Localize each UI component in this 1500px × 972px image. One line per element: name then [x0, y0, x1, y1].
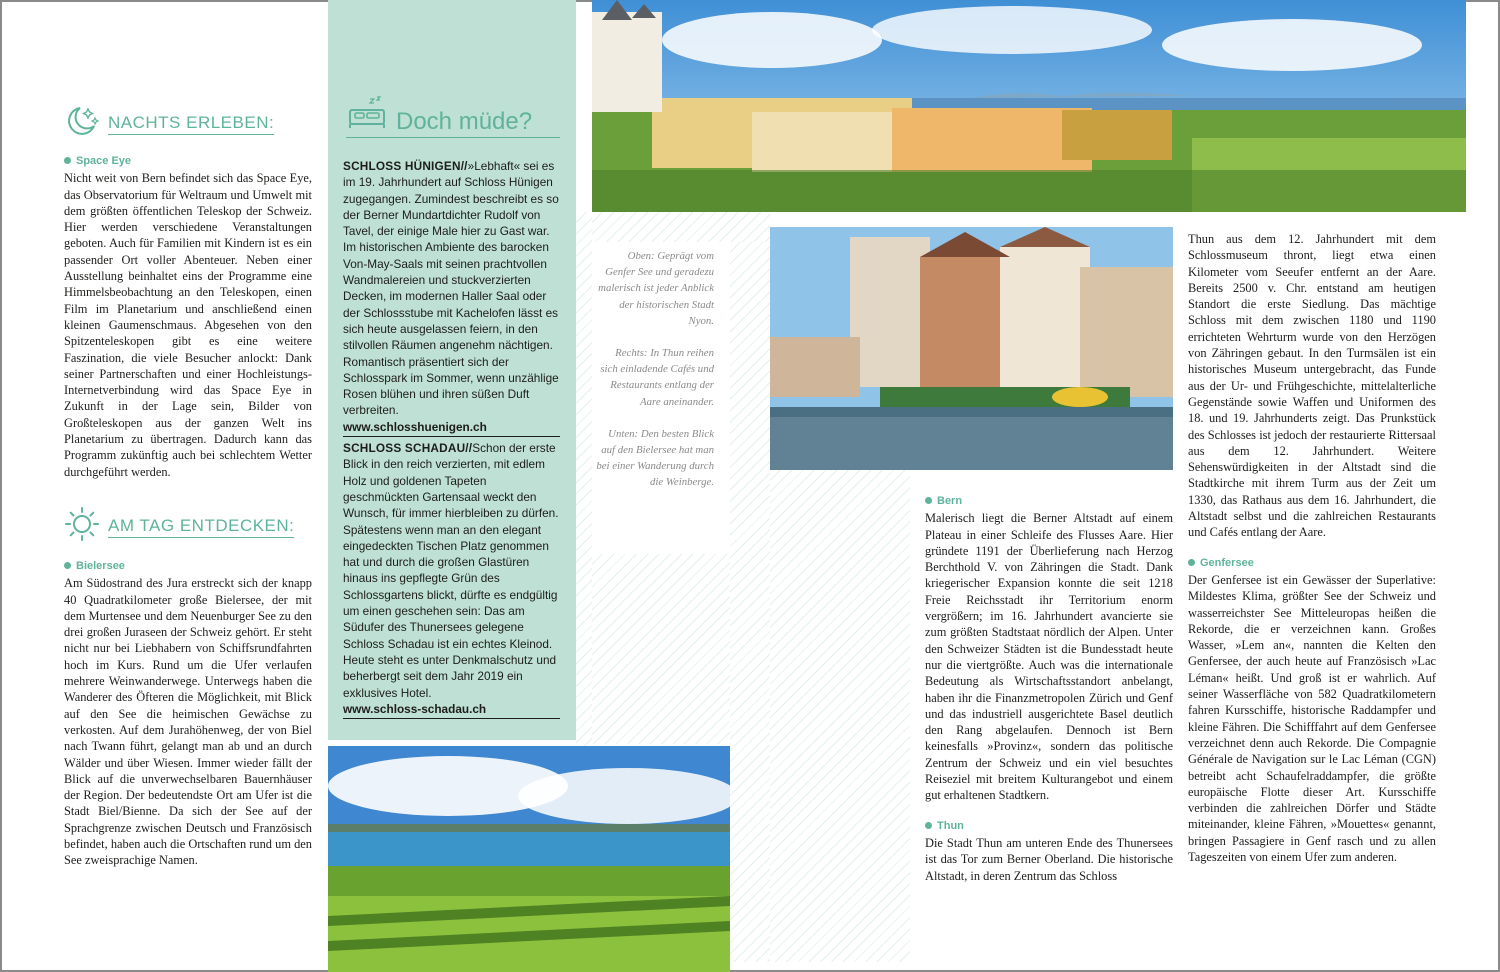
thun-text-continued: Thun aus dem 12. Jahrhundert mit dem Schlossmuseum thront, liegt etwa einen Kilometer vom Seeufer entfernt an der Aare. Bereits 2500 v. Chr. entstand am heutigen Standort die erste Siedlung. Das mächtige Schloss mit dem zwischen 1180 und 1190 errichteten Wehrturm wurde von den Herzögen von Zähringen gebaut. In den Turmsälen ist ein historisches Museum untergebracht, das Funde aus der Ur- und Frühgeschichte, mittelalterliche Gegenstände sowie Waffen und Uniformen des 18. und 19. Jahrhunderts zeigt. Das Prunkstück des Schlosses ist jedoch der restaurierte Rittersaal aus dem 12. Jahrhundert. Weitere Sehenswürdigkeiten in der Altstadt sind die Stadtkirche mit ihrem Turm aus der Zeit um 1330, das Rathaus aus dem 16. Jahrhundert, die Altstadt selbst und die zahlreichen Restaurants und Cafés entlang der Aare.: [1188, 232, 1436, 540]
caption-unten: Unten: Den besten Blick auf den Bielersee hat man bei einer Wanderung durch die Weinberge.: [596, 427, 714, 489]
hatch-panel-mid: [730, 242, 770, 962]
bullet-dot-icon: [64, 157, 71, 164]
image-captions: [596, 242, 722, 554]
subhead-bern: Bern: [925, 493, 1173, 509]
bed-icon: [346, 96, 388, 135]
column-tag: [64, 556, 312, 869]
bullet-dot-icon: [925, 822, 932, 829]
bielersee-vineyard-image: [328, 746, 730, 972]
schadau-label: SCHLOSS SCHADAU//: [343, 441, 473, 456]
caption-rechts: Rechts: In Thun reihen sich einladende Cafés und Restaurants entlang der Aare aneinander.: [600, 347, 714, 408]
caption-oben: Oben: Geprägt vom Genfer See und geradezu malerisch ist jeder Anblick der historischen Stadt Nyon.: [598, 250, 714, 327]
hatch-panel-top: [592, 212, 770, 242]
schadau-url-link[interactable]: www.schloss-schadau.ch: [343, 701, 560, 719]
thun-text: Die Stadt Thun am unteren Ende des Thunersees ist das Tor zum Berner Oberland. Die historische Altstadt, in deren Zentrum das Schloss: [925, 835, 1173, 883]
hatch-panel-left: [576, 212, 592, 758]
column-bern: [925, 491, 1173, 884]
hatch-panel-caption-base: [592, 554, 730, 744]
space-eye-text: Nicht weit von Bern befindet sich das Space Eye, das Observatorium für Weltraum und Umwelt mit dem größten öffentlichen Teleskop der Schweiz. Hier werden verschiedene Veranstaltungen geboten. Auch für Familien mit Kindern ist es ein passender Ort voller Abenteuer. Neben einer Ausstellung beinhaltet eins der Programme eine Himmelsbeobachtung an den Teleskopen, einen Film im Planetarium und anschließend einen kleinen Gaumenschmaus. Abgesehen von den Spitzenteleskopen gibt es eine weitere Faszination, die viele Besucher anlockt: Dank seiner Partnerschaften und einer Hochleistungs-Internetverbindung wird das Space Eye in Zukunft in der Lage sein, Bilder von Großteleskopen aus der ganzen Welt ins Planetarium zu übertragen. Dadurch kann das Programm zukünftig auch bei schlechtem Wetter durchgeführt werden.: [64, 171, 312, 479]
genfersee-text: Der Genfersee ist ein Gewässer der Superlative: Mildestes Klima, größter See der Schweiz und wasserreichster See Mitteleuropas heißen die Rekorde, die er verzeichnen kann. Großes Wasser, »Lem an«, nannten die Kelten den Genfersee, der auch heute auf Französisch »Lac Léman« heißt. Und groß ist er wahrlich. Auf seiner Wasserfläche von 582 Quadratkilometern fahren Kursschiffe, historische Raddampfer und kleine Fähren. Die Schifffahrt auf dem Genfersee verzeichnet denn auch Rekorde. Die Compagnie Générale de Navigation sur le Lac Léman (CGN) betreibt acht Schaufelraddampfer, die größte europäische Flotte dieser Art. Kursschiffe verbinden die zahlreichen Dörfer und Städte miteinander, kleine Fähren, »Mouettes« genannt, bringen Passagiere in Genf rasch und zu allen Tageszeiten von einem Ufer zum anderen.: [1188, 572, 1436, 864]
bullet-dot-icon: [1188, 559, 1195, 566]
bullet-dot-icon: [925, 497, 932, 504]
huenigen-text: »Lebhaft« sei es im 19. Jahrhundert auf Schloss Hünigen zugegangen. Zumindest beschreibt es so der Berner Mundartdichter Rudolf von Tavel, der einige Male hier zu Gast war. Im historischen Ambiente des barocken Von-May-Saals mit seinen prachtvollen Wandmalereien und stuckverzierten Decken, im modernen Haller Saal oder der Schlossstube mit Kachelofen lässt es sich heute ausgelassen feiern, in den stilvollen Räumen angenehm nächtigen. Romantisch präsentiert sich der Schlosspark im Sommer, wenn unzählige Rosen blühen und ihren süßen Duft verbreiten.: [343, 159, 559, 418]
huenigen-label: SCHLOSS HÜNIGEN//: [343, 159, 468, 173]
nachts-heading-text: NACHTS ERLEBEN:: [108, 113, 274, 135]
box-heading-text: Doch müde?: [396, 108, 533, 135]
subhead-space-eye: Space Eye: [64, 153, 312, 169]
box-heading: [346, 96, 560, 138]
bielersee-text: Am Südostrand des Jura erstreckt sich der knapp 40 Quadratkilometer große Bielersee, der mit dem Murtensee und dem Neuenburger See zu den drei großen Juraseen der Schweiz gehört. Er steht nicht nur bei Liebhabern von Schiffsrundfahrten hoch im Kurs. Rund um die Ufer verlaufen mehrere Weinwanderwege. Unterwegs haben die Wanderer des Öfteren die Möglichkeit, mit Blick auf den See die heimischen Gewächse zu verkosten. Auf dem Jurahöhenweg, der von Biel nach Twann führt, gelangt man ab und an durch Wälder und über Wiesen. Immer wieder fällt der Blick auf die unverwechselbaren Bauernhäuser der Region. Der bedeutendste Ort am Ufer ist die Stadt Biel/Bienne. Da sich der See auf der Sprachgrenze zwischen Deutsch und Französisch befindet, haben auch die Ortschaften rund um den See zweisprachige Namen.: [64, 576, 312, 868]
nachts-heading: [64, 104, 274, 144]
nyon-panorama-image: [592, 0, 1466, 212]
box-text: [343, 158, 560, 722]
schadau-text: Schon der erste Blick in den reich verzierten, mit edlem Holz und goldenen Tapeten geschmückten Gartensaal weckt den Wunsch, für immer hierbleiben zu dürfen. Spätestens wenn man an den elegant eingedeckten Tischen Platz genommen hat und durch die großen Glastüren hinaus ins gepflegte Grün des Schlossgartens blickt, dürfte es endgültig um einen geschehen sein: Das am Südufer des Thunersees gelegene Schloss Schadau ist ein echtes Kleinod. Heute steht es unter Denkmalschutz und beherbergt seit dem Jahr 2019 ein exklusives Hotel.: [343, 441, 559, 700]
bern-text: Malerisch liegt die Berner Altstadt auf einem Plateau in einer Schleife des Flusses Aare. Hier gründete 1191 der Überlieferung nach Herzog Berchthold V. von Zähringen die Stadt. Dank kriegerischer Expansion konnte die seit 1218 Freie Reichsstadt ihr Territorium enorm vergrößern; im 16. Jahrhundert avancierte sie zum größten Stadtstaat nördlich der Alpen. Unter den Schweizer Städten ist die Bundesstadt heute nur die viertgrößte. Auch was die internationale Bedeutung als Wirtschaftsstandort anbelangt, haben ihr die Finanzmetropolen Zürich und Genf und das industriell ausgerichtete Basel deutlich den Rang abgelaufen. Dennoch ist Bern keinesfalls »Provinz«, sondern das politische Zentrum der Schweiz und ein viel besuchtes Reiseziel mit breitem Kulturangebot und einem gut erhaltenen Stadtkern.: [925, 511, 1173, 803]
schadau-paragraph: [343, 440, 560, 701]
thun-image: [770, 227, 1173, 470]
subhead-thun: Thun: [925, 818, 1173, 834]
tag-heading: [64, 506, 294, 548]
tag-heading-text: AM TAG ENTDECKEN:: [108, 516, 294, 538]
huenigen-url-link[interactable]: www.schlosshuenigen.ch: [343, 419, 560, 437]
moon-stars-icon: [64, 104, 100, 144]
subhead-genfersee: Genfersee: [1188, 555, 1436, 571]
sun-icon: [64, 506, 100, 548]
huenigen-paragraph: [343, 158, 560, 419]
bullet-dot-icon: [64, 562, 71, 569]
column-nachts: [64, 151, 312, 480]
hatch-panel-bottom: [770, 470, 910, 962]
subhead-bielersee: Bielersee: [64, 558, 312, 574]
column-genfersee: [1188, 231, 1436, 865]
